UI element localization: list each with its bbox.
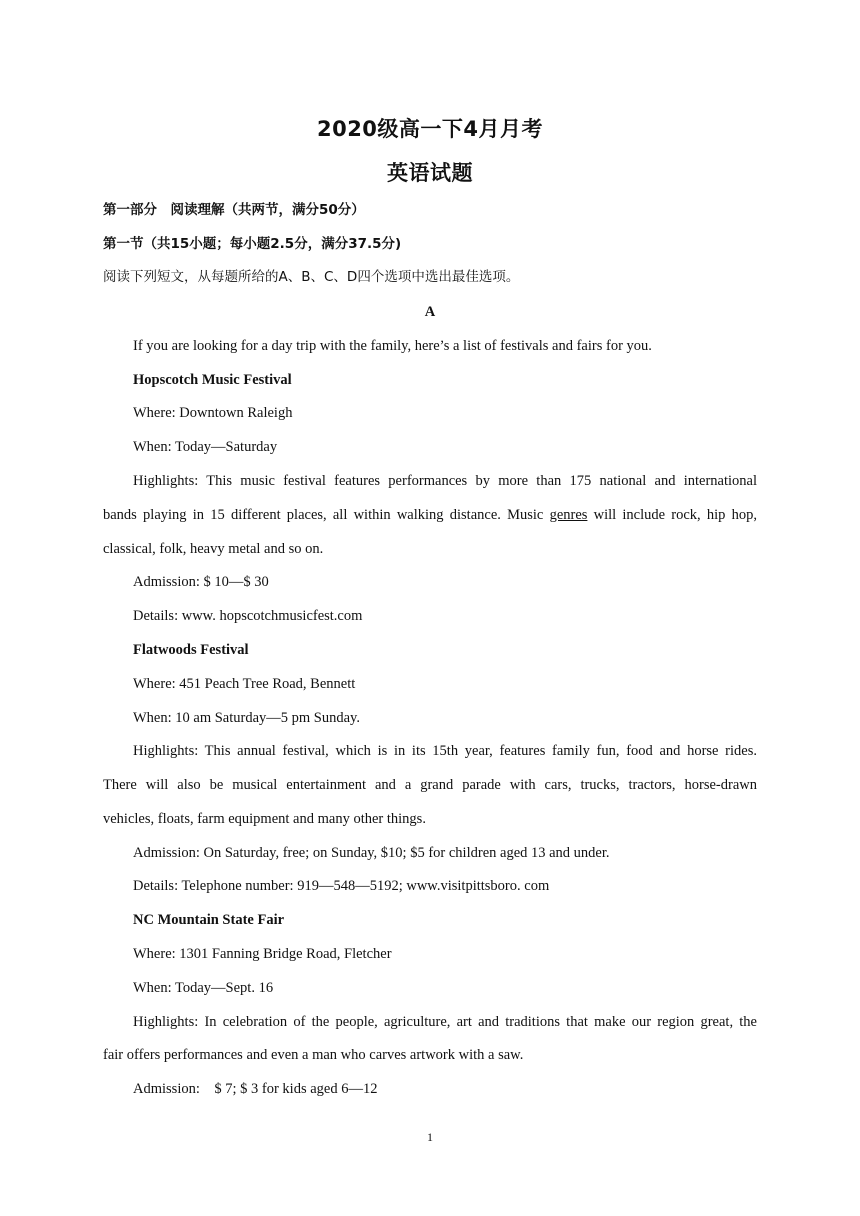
part-heading: 第一部分 阅读理解（共两节，满分50分） — [103, 202, 365, 218]
festival-name-hopscotch: Hopscotch Music Festival — [133, 372, 292, 388]
flatwoods-highlights-line-1: Highlights: This annual festival, which is in its 15th year, features family fun, food and horse rides. — [133, 743, 757, 759]
instruction-text: 阅读下列短文，从每题所给的A、B、C、D四个选项中选出最佳选项。 — [103, 269, 520, 285]
hopscotch-highlights-text-a: bands playing in 15 different places, all within walking distance. Music — [103, 507, 550, 523]
passage-intro: If you are looking for a day trip with the family, here’s a list of festivals and fairs for you. — [133, 338, 652, 354]
hopscotch-highlights-line-3: classical, folk, heavy metal and so on. — [103, 541, 324, 557]
festival-name-mountain-fair: NC Mountain State Fair — [133, 912, 285, 928]
hopscotch-when: When: Today—Saturday — [133, 439, 278, 455]
hopscotch-highlights-line-2 — [103, 506, 757, 524]
mountain-highlights-line-2: fair offers performances and even a man who carves artwork with a saw. — [103, 1047, 524, 1063]
flatwoods-details: Details: Telephone number: 919—548—5192; www.visitpittsboro. com — [133, 878, 550, 894]
section-heading: 第一节（共15小题；每小题2.5分，满分37.5分) — [103, 236, 402, 252]
exam-subtitle: 英语试题 — [387, 161, 473, 185]
mountain-admission: Admission: $ 7; $ 3 for kids aged 6—12 — [133, 1081, 378, 1097]
hopscotch-admission: Admission: $ 10—$ 30 — [133, 574, 269, 590]
flatwoods-when: When: 10 am Saturday—5 pm Sunday. — [133, 710, 360, 726]
hopscotch-highlights-text-b: will include rock, hip hop, — [587, 507, 758, 523]
mountain-where: Where: 1301 Fanning Bridge Road, Fletcher — [133, 946, 392, 962]
mountain-when: When: Today—Sept. 16 — [133, 980, 274, 996]
mountain-highlights-line-1: Highlights: In celebration of the people, agriculture, art and traditions that make our region great, the — [133, 1014, 757, 1030]
flatwoods-highlights-line-3: vehicles, floats, farm equipment and many other things. — [103, 811, 426, 827]
hopscotch-details: Details: www. hopscotchmusicfest.com — [133, 608, 363, 624]
passage-label: A — [424, 304, 436, 320]
flatwoods-highlights-line-2: There will also be musical entertainment and a grand parade with cars, trucks, tractors, horse-drawn — [103, 777, 757, 793]
exam-title: 2020级高一下4月月考 — [316, 117, 544, 141]
page-number: 1 — [427, 1130, 433, 1144]
flatwoods-admission: Admission: On Saturday, free; on Sunday, $10; $5 for children aged 13 and under. — [133, 845, 610, 861]
underlined-word-genres: genres — [549, 507, 588, 523]
flatwoods-where: Where: 451 Peach Tree Road, Bennett — [133, 676, 356, 692]
festival-name-flatwoods: Flatwoods Festival — [133, 642, 249, 658]
hopscotch-highlights-line-1: Highlights: This music festival features performances by more than 175 national and international — [133, 473, 757, 489]
hopscotch-where: Where: Downtown Raleigh — [133, 405, 293, 421]
